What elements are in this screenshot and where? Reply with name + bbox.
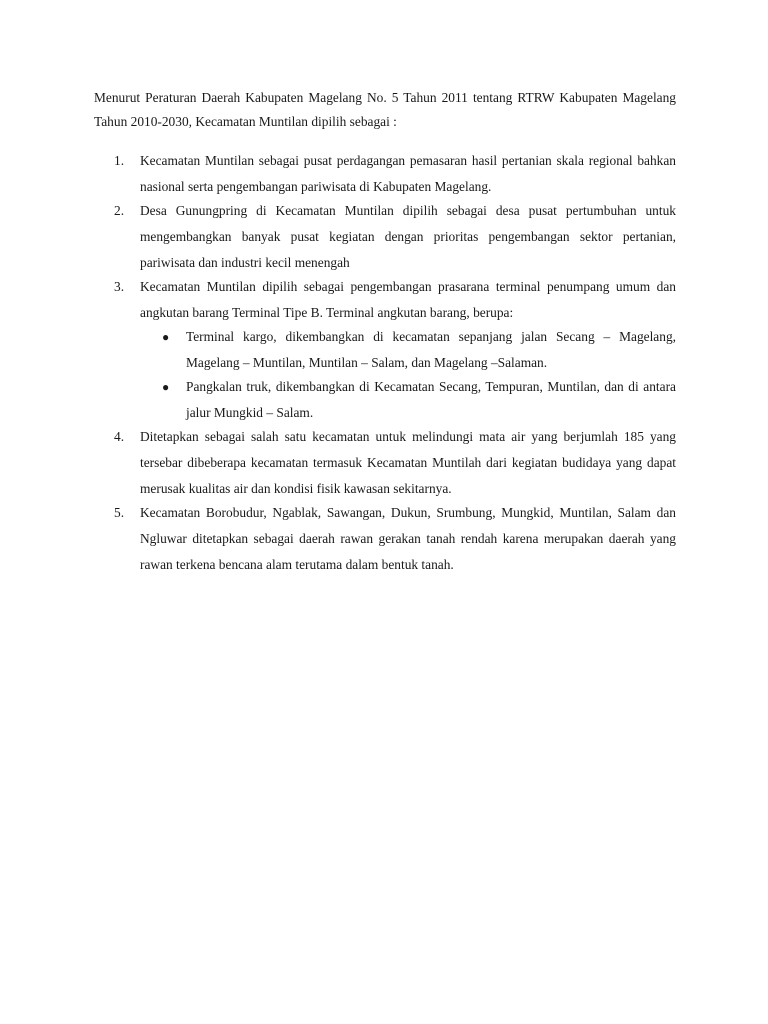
bullet-item xyxy=(140,324,676,376)
document-page xyxy=(94,86,676,576)
list-item-5 xyxy=(94,500,676,578)
numbered-list xyxy=(94,148,676,578)
list-number: 5. xyxy=(114,505,125,520)
list-number: 4. xyxy=(114,429,125,444)
bullet-list xyxy=(140,324,676,426)
bullet-item xyxy=(140,374,676,426)
list-item-text: Kecamatan Muntilan dipilih sebagai pengembangan prasarana terminal penumpang umum dan angkutan barang Terminal Tipe B. Terminal angkutan barang, berupa: xyxy=(140,279,676,320)
bullet-item-text: Pangkalan truk, dikembangkan di Kecamatan Secang, Tempuran, Muntilan, dan di antara jalur Mungkid – Salam. xyxy=(186,379,676,420)
list-item-4 xyxy=(94,424,676,502)
list-item-text: Ditetapkan sebagai salah satu kecamatan untuk melindungi mata air yang berjumlah 185 yang tersebar dibeberapa kecamatan termasuk Kecamatan Muntilah dari kegiatan budidaya yang dapat merusak kualitas air dan kondisi fisik kawasan sekitarnya. xyxy=(140,429,676,496)
list-item-text: Desa Gunungpring di Kecamatan Muntilan dipilih sebagai desa pusat pertumbuhan untuk mengembangkan banyak pusat kegiatan dengan prioritas pengembangan sektor pertanian, pariwisata dan industri kecil menengah xyxy=(140,203,676,270)
list-item-text: Kecamatan Borobudur, Ngablak, Sawangan, Dukun, Srumbung, Mungkid, Muntilan, Salam dan Ngluwar ditetapkan sebagai daerah rawan gerakan tanah rendah karena merupakan daerah yang rawan terkena bencana alam terutama dalam bentuk tanah. xyxy=(140,505,676,572)
bullet-icon: ● xyxy=(162,330,170,344)
list-number: 2. xyxy=(114,203,125,218)
list-item-2 xyxy=(94,198,676,276)
bullet-icon: ● xyxy=(162,380,170,394)
list-item-3 xyxy=(94,274,676,426)
list-number: 1. xyxy=(114,153,125,168)
list-number: 3. xyxy=(114,279,125,294)
list-item-text: Kecamatan Muntilan sebagai pusat perdagangan pemasaran hasil pertanian skala regional bahkan nasional serta pengembangan pariwisata di Kabupaten Magelang. xyxy=(140,153,676,194)
bullet-item-text: Terminal kargo, dikembangkan di kecamatan sepanjang jalan Secang – Magelang, Magelang – Muntilan, Muntilan – Salam, dan Magelang –Salaman. xyxy=(186,329,676,370)
list-item-1 xyxy=(94,148,676,200)
intro-paragraph: Menurut Peraturan Daerah Kabupaten Magelang No. 5 Tahun 2011 tentang RTRW Kabupaten Magelang Tahun 2010-2030, Kecamatan Muntilan dipilih sebagai : xyxy=(94,90,676,129)
